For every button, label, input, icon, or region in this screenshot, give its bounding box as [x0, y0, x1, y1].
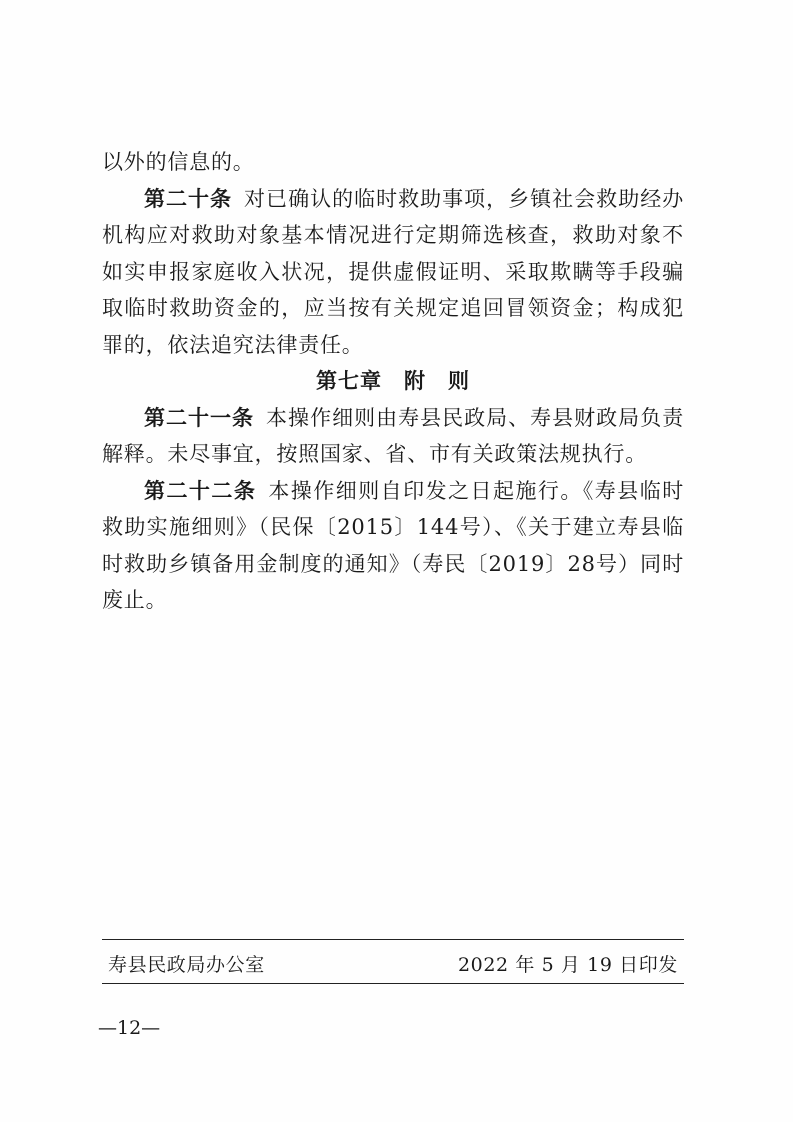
article-20-paragraph [102, 181, 684, 364]
document-body [102, 144, 684, 619]
article-21-number: 第二十一条 [144, 405, 255, 430]
continuation-paragraph [102, 144, 684, 181]
article-21-text: 本操作细则由寿县民政局、寿县财政局负责解释。未尽事宜，按照国家、省、市有关政策法规执行。 [102, 405, 684, 466]
issue-date: 2022 年 5 月 19 日印发 [457, 954, 678, 976]
article-22-paragraph [102, 473, 684, 619]
article-20-number: 第二十条 [144, 186, 233, 211]
article-22-number: 第二十二条 [144, 478, 257, 503]
footer-top-rule [102, 939, 684, 940]
continuation-text: 以外的信息的。 [102, 150, 255, 174]
article-21-paragraph [102, 400, 684, 473]
page-number: —12— [98, 1017, 161, 1039]
article-20-text: 对已确认的临时救助事项，乡镇社会救助经办机构应对救助对象基本情况进行定期筛选核查，救助对象不如实申报家庭收入状况，提供虚假证明、采取欺瞒等手段骗取临时救助资金的，应当按有关规定追回冒领资金；构成犯罪的，依法追究法律责任。 [102, 186, 685, 357]
footer-bottom-rule [102, 983, 684, 984]
issuing-office: 寿县民政局办公室 [108, 954, 265, 976]
article-22-text: 本操作细则自印发之日起施行。《寿县临时救助实施细则》（民保〔2015〕144号）、《关于建立寿县临时救助乡镇备用金制度的通知》（寿民〔2019〕28号）同时废止。 [102, 478, 684, 612]
chapter-7-heading: 第七章 附 则 [316, 369, 470, 393]
